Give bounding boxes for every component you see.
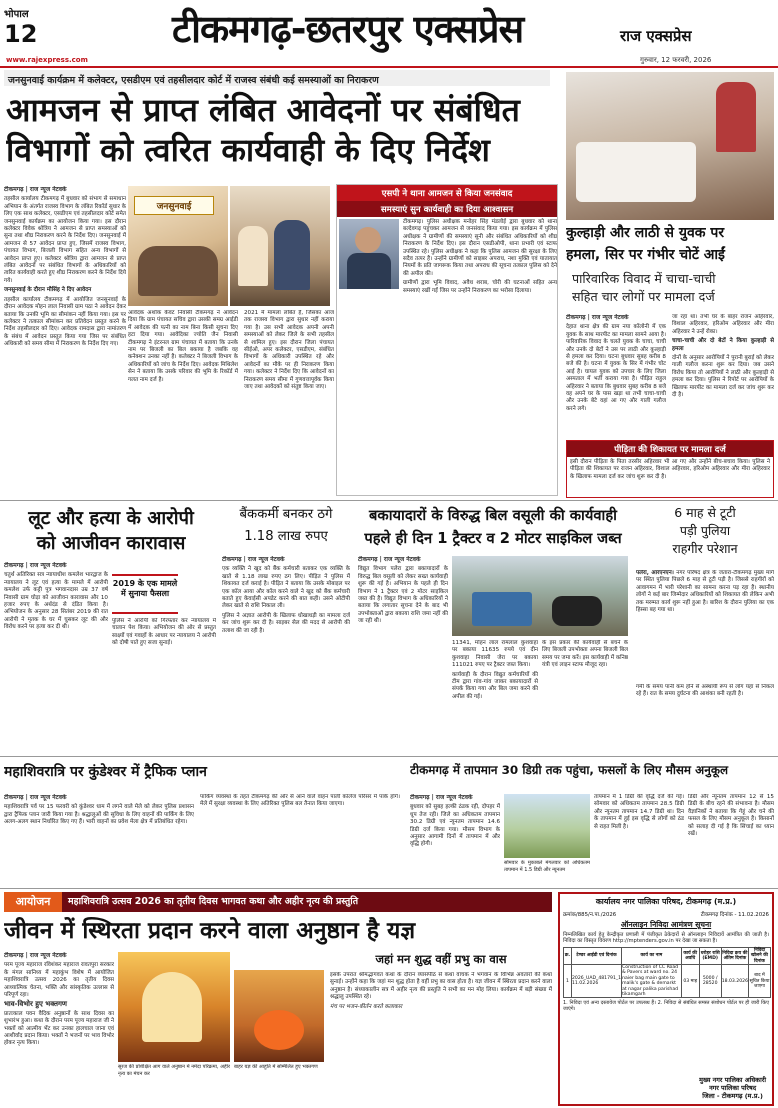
lead-kicker: जनसुनवाई कार्यक्रम में कलेक्टर, एसडीएम एवं तहसीलदार कोर्ट में राजस्व संबंधी कई समस्याओं का निराकरण [4, 70, 550, 86]
lead-headline: आमजन से प्राप्त लंबित आवेदनों पर संबंधित विभागों को त्वरित कार्यवाही के दिए निर्देश [6, 91, 520, 169]
yagya-photo-2 [234, 970, 324, 1062]
bridge-body-col2: गर्मी के समय पानी कम होने से अस्थायी रूप से लोग यहां से निकल रहे हैं। रात के समय दुर्घटना की आशंका बनी रहती है। [636, 684, 774, 698]
tender-office: कार्यालय नगर पालिका परिषद, टीकमगढ़ (म.प्र.) [595, 897, 737, 906]
table-row: 1 2026_UAD_481791_1 11.02.2026 Construction of CC Road & Pavers at ward no. 24 naier bag main gate to malik's gate & demarkt at nagar palika parishad tikamgarh 03 माह 5000 / 28520 18.03.2026 बाद में सूचित किया जाएगा [564, 965, 771, 998]
tender-col-1: टेण्डर आईडी एवं दिनांक [572, 947, 622, 964]
tender-col-3: कार्य की अवधि [681, 947, 699, 964]
yagya-photo-1 [118, 952, 230, 1062]
lead-body-col1: टीकमगढ़ | राज न्यूज नेटवर्क तहसील कार्यालय टीकमगढ़ में बुधवार को संभाग से समाधान अभियान के अंतर्गत राजस्व विभाग के लंबित रिकॉर्ड सुधार के लिए एक साथ कलेक्टर, एसडीएम एवं तहसीलदार कोर्ट समेत जनसुनवाई कार्यक्रम का आयोजन किया गया। इस दौरान कलेक्टर विवेक श्रोत्रिय ने आमजन से प्राप्त समस्याओं को सुना तथा शीघ्र निराकरण करने के निर्देश दिए। जनसुनवाई में आमजन से 57 आवेदन प्राप्त हुए, जिसमें राजस्व विभाग, पंचायत विभाग, बिजली विभाग सहित अन्य विभागों से आवेदन प्राप्त हुए। कलेक्टर श्रोत्रिय द्वारा आमजन से प्राप्त लंबित आवेदनों पर संबंधित विभागों के अधिकारियों को त्वरित कार्यवाही करते हुए शीघ्र निराकरण करने के निर्देश दिये गये। जनसुनवाई के दौरान मौसिंह ने दिए आवेदन तहसील कार्यालय टीकमगढ़ में आयोजित जनसुनवाई के दौरान आवेदक मोहन लाल निवासी ग्राम पठा ने आवेदन देकर बताया कि उनकी भूमि का सीमांकन नहीं किया गया। इस पर कलेक्टर ने तत्काल सीमांकन कर प्रतिवेदन प्रस्तुत करने के निर्देश तहसीलदार को दिए। आवेदक रामदास द्वारा नामांतरण के संबंध में आवेदन प्रस्तुत किया गया जिस पर संबंधित अधिकारी को समय सीमा में निराकरण के निर्देश दिए गए। [4, 186, 126, 348]
tender-table-header [564, 947, 771, 964]
shiv-body-col1: टीकमगढ़ | राज न्यूज नेटवर्क महाशिवरात्रि पर्व पर 15 फरवरी को कुंडेश्वर धाम में लगने वाले मेले को लेकर पुलिस प्रशासन द्वारा ट्रैफिक प्लान जारी किया गया है। श्रद्धालुओं की सुविधा के लिए वाहनों की पार्किंग के लिए अलग-अलग स्थान निर्धारित किए गए हैं। भारी वाहनों का प्रवेश मेला क्षेत्र में प्रतिबंधित रहेगा। [4, 794, 194, 826]
bank-headline: बैंककर्मी बनकर ठगे 1.18 लाख रुपए [239, 507, 333, 544]
lead-photo-1 [128, 186, 228, 306]
brand-name: राज एक्सप्रेस [620, 27, 692, 45]
tender-col-5: निविदा क्रय की अंतिम दिनांक [721, 947, 748, 964]
sp-photo [339, 219, 399, 289]
assault-body-col1: टीकमगढ़ | राज न्यूज नेटवर्क देहात थाना क्षेत्र की ग्राम नया कॉलोनी में एक युवक के साथ मारपीट का मामला सामने आया है। पारिवारिक विवाद के चलते युवक के चाचा, चाची और उनके दो बेटों ने उस पर लाठी और कुल्हाड़ी से हमला कर दिया। घटना बुधवार सुबह करीब 8 बजे की है। घटना में युवक के सिर में गंभीर चोट आई है। घायल युवक को उपचार के लिए जिला अस्पताल में भर्ती कराया गया है। पीड़ित राहुल अहिरवार ने बताया कि बुधवार सुबह करीब 8 बजे वह अपने घर के पास खड़ा था तभी चाचा-चाची और उनके बेटे वहां आ गए और गाली गलौज करने लगे। [566, 314, 666, 412]
page-number: 12 [4, 20, 38, 48]
assault-subhead: पारिवारिक विवाद में चाचा-चाची सहित चार लोगों पर मामला दर्ज [572, 271, 716, 304]
tender-title: ऑनलाइन निविदा आमंत्रण सूचना [620, 920, 712, 929]
tender-col-0: क्र. [564, 947, 572, 964]
lead-photo-2 [230, 186, 330, 306]
tender-col-6: निविदा खोलने की दिनांक [749, 947, 771, 964]
banner-jansunvai: जनसुनवाई [134, 196, 214, 215]
yagya-body-col1: टीकमगढ़ | राज न्यूज नेटवर्क परम पूज्य महाराज रविशंकर महाराज रावतपुरा सरकार के मंगल सानिध्य में महाकुंभ विशेष में आयोजित महाशिवरात्रि उत्सव 2026 का तृतीय दिवस आध्यात्मिक चेतना, भक्ति और सांस्कृतिक उल्लास से परिपूर्ण रहा। भाव-विभोर हुए भक्तगण प्रातःकाल पवन वैदिक अनुष्ठानों के साथ दिवस का शुभारंभ हुआ। कथा के दौरान परम पूज्य महाराज जी ने भक्तों को आत्मीय भेंट कर उनका हालचाल जाना एवं आशीर्वाद प्रदान किया। भक्तों ने भजनों पर भाव विभोर होकर नृत्य किया। [4, 952, 114, 1047]
electricity-body-col3: के इस प्रकार की कार्यवाही से बचने के लिए बिजली उपभोक्ता अपना बिजली बिल समय पर जमा करें। इस कार्यवाही में कनिष्ठ यंत्री एवं लाइन स्टाफ मौजूद रहा। [542, 640, 628, 669]
page-title: टीकमगढ़-छतरपुर एक्सप्रेस [172, 7, 524, 51]
lead-body-col2: आवेदक अशोक केवट निवासी टीकमगढ़ ने आवेदन दिया कि ग्राम पंचायत सचिव द्वारा उसकी समग्र आईडी में आवेदक की पत्नी का नाम बिना किसी सूचना दिए हटा दिया गया। आवेदिका ज्योति जैन निवासी टीकमगढ़ ने इंटरनल ग्राम पंचायत में बताया कि उनके नाम पर बिजली का बिल बकाया है जबकि वह कनेक्शन उनका नहीं है। कलेक्टर ने बिजली विभाग के अधिकारियों को जांच के निर्देश दिए। आवेदक मिथिलेश सेन ने बताया कि उसके परिवार की भूमि के रिकॉर्ड में गलत नाम दर्ज है। [128, 310, 238, 383]
sp-headline: समस्याएं सुन कार्यवाही का दिया आश्वासन [337, 201, 557, 217]
sp-box [336, 184, 558, 496]
electricity-headline: बकायादारों के विरुद्ध बिल वसूली की कार्यवाही पहले ही दिन 1 ट्रैक्टर व 2 मोटर साइकिल जब्त [364, 507, 622, 547]
website-link[interactable]: www.rajexpress.com [6, 56, 88, 64]
weather-photo [504, 794, 590, 858]
tender-intro: निम्नलिखित कार्य हेतु केन्द्रीकृत प्रणाली में पंजीकृत ठेकेदारों से ऑनलाइन निविदायें आमंत्रित की जाती है। निविदा का विस्तृत विवरण http://mptenders.gov.in पर देखा जा सकता है। [563, 932, 769, 945]
complaint-box-head: पीड़िता की शिकायत पर मामला दर्ज [567, 441, 773, 457]
murder-box: 2019 के एक मामले में सुनाया फैसला [112, 574, 178, 614]
yagya-body-col3: इसके उपरांत श्रीमद्भागवत कथा के दौरान व्यासपीठ से कथा वाचक ने भगवान के विभिन्न अवतारों की कथा सुनाई। उन्होंने कहा कि जहां मन शुद्ध होता है वहीं प्रभु का वास होता है। यज्ञ जीवन में स्थिरता प्रदान करने वाला अनुष्ठान है। संध्याकालीन सत्र में अहीर नृत्य की प्रस्तुति ने सभी का मन मोह लिया। कार्यक्रम में बड़ी संख्या में श्रद्धालु उपस्थित रहे। मंच पर भजन-कीर्तन करते कलाकार [330, 972, 552, 1010]
lead-body-col3: 2021 में मामला लंबित है, जिसका आज तक राजस्व विभाग द्वारा सुधार नहीं कराया गया है। उस सभी आवेदक अपनी अपनी समस्याओं को लेकर जिले के सभी तहसील से शामिल हुए। इस दौरान जिला पंचायत सीईओ, अपर कलेक्टर, एसडीएम, संबंधित विभागों के अधिकारी उपस्थित रहे और आवेदनों का मौके पर ही निराकरण किया गया। कलेक्टर ने निर्देश दिए कि आवेदनों का निराकरण समय सीमा में गुणवत्तापूर्वक किया जाए तथा आवेदकों को संतुष्ट किया जाए। [244, 310, 334, 391]
tender-col-4: धरोहर राशि (EMD) [699, 947, 721, 964]
murder-body-col1: टीकमगढ़ | राज न्यूज नेटवर्क चतुर्थ अतिरिक्त सत्र न्यायाधीश कमलेश भारद्वाज के न्यायालय ने लूट एवं हत्या के मामले में आरोपी कमलेश उर्फ कट्टी पुत्र भगवानदास उम्र 37 वर्ष निवासी ग्राम घोड़ा को आजीवन कारावास और 10 हजार रुपए के अर्थदंड से दंडित किया है। अभियोजन के अनुसार 28 सितंबर 2019 की रात आरोपी ने मृतक के घर में घुसकर लूट की और विरोध करने पर हत्या कर दी थी। [4, 562, 108, 631]
weather-body-col1: टीकमगढ़ | राज न्यूज नेटवर्क बुधवार को सुबह हल्की ठंडक रही, दोपहर में धूप तेज रही। जिले का अधिकतम तापमान 30.2 डिग्री एवं न्यूनतम तापमान 14.6 डिग्री दर्ज किया गया। मौसम विभाग के अनुसार आगामी दिनों में तापमान में और वृद्धि होगी। [410, 794, 500, 848]
yagya-headline: जीवन में स्थिरता प्रदान करने वाला अनुष्ठान है यज्ञ [4, 918, 416, 944]
weather-headline: टीकमगढ़ में तापमान 30 डिग्री तक पहुंचा, फसलों के लिए मौसम अनुकूल [410, 763, 729, 777]
sp-body: टीकमगढ़। पुलिस अधीक्षक मनोहर सिंह मंडलोई द्वारा बुधवार को थाना बल्देवगढ़ पहुंचकर आमजन से जनसंवाद किया गया। इस कार्यक्रम में पुलिस अधीक्षक ने ग्रामीणों की समस्याएं सुनी और संबंधित अधिकारियों को शीघ्र निराकरण के निर्देश दिए। इस दौरान एसडीओपी, थाना प्रभारी एवं स्टाफ उपस्थित रहे। पुलिस अधीक्षक ने कहा कि पुलिस आमजन की सुरक्षा के लिए सदैव तत्पर है। उन्होंने ग्रामीणों को साइबर अपराध, नशा मुक्ति एवं यातायात नियमों के प्रति जागरूक किया तथा अपराध की सूचना तत्काल पुलिस को देने की अपील की। ग्रामीणों द्वारा भूमि विवाद, अवैध शराब, चोरी की घटनाओं सहित अन्य समस्याएं रखीं गईं जिस पर उन्होंने निराकरण का भरोसा दिलाया। [403, 219, 557, 294]
tender-col-2: कार्य का नाम [622, 947, 682, 964]
tender-signature: मुख्य नगर पालिका अधिकारी नगर पालिका परिषद जिला - टीकमगढ़ (म.प्र.) [699, 1076, 766, 1100]
masthead-divider [0, 66, 778, 68]
murder-body-col2: पुलिस ने आरोपी को गिरफ्तार कर न्यायालय में चालान पेश किया। अभियोजन की ओर से प्रस्तुत साक्ष्यों एवं गवाहों के आधार पर न्यायालय ने आरोपी को दोषी पाते हुए सजा सुनाई। [112, 618, 216, 647]
complaint-box: पीड़िता की शिकायत पर मामला दर्ज इसी दौरान पीड़िता के पिता तरसीर अहिरवार भी आ गए और उन्होंने बीच-बचाव किया। पुलिस ने पीड़िता की शिकायत पर राजन अहिरवार, विशाल अहिरवार, हरिओम अहिरवार और मीरा अहिरवार के खिलाफ मामला दर्ज कर जांच शुरू कर दी है। [566, 440, 774, 498]
tender-note: 1. निविदा एवं अन्य दस्तावेज पोर्टल पर उपलब्ध हैं। 2. निविदा से संबंधित समस्त संशोधन पोर्टल पर ही जारी किए जाएंगे। [563, 1000, 769, 1013]
section-divider-1 [0, 500, 778, 501]
shiv-headline: महाशिवरात्रि पर कुंडेश्वर में ट्रैफिक प्लान [4, 764, 207, 780]
electricity-body-col1: टीकमगढ़ | राज न्यूज नेटवर्क विद्युत विभाग पलेरा द्वारा बकायादारों के विरुद्ध बिल वसूली को लेकर सख्त कार्यवाही शुरू की गई है। अभियान के पहले ही दिन विभाग ने 1 ट्रैक्टर एवं 2 मोटर साइकिल जब्त की है। विद्युत विभाग के अधिकारियों ने बताया कि लगातार सूचना देने के बाद भी उपभोक्ताओं द्वारा बकाया राशि जमा नहीं की जा रही थी। [358, 556, 448, 625]
assault-photo [566, 72, 774, 220]
city-label: भोपाल [4, 9, 29, 20]
bridge-headline: 6 माह से टूटी पड़ी पुलिया राहगीर परेशान [672, 505, 738, 556]
electricity-body-col2: 11341, मोहन लाल रामलाल कुशवाहा पर बकाया 11635 रुपये एवं दीन कुशवाहा निवासी जेरा पर बकाया 111021 रुपए पर ट्रैक्टर जब्त किया। कार्यवाही के दौरान विद्युत कर्मचारियों की टीम द्वारा गांव-गांव जाकर बकायादारों से संपर्क किया गया और बिल जमा करने की अपील की गई। [452, 640, 538, 700]
tender-notice [558, 892, 774, 1106]
yagya-kicker: महाशिवरात्रि उत्सव 2026 का तृतीय दिवस भागवत कथा और अहीर नृत्य की प्रस्तुति [68, 896, 359, 907]
weather-caption: सोमवार के मुकाबले मंगलवार को अधिकतम तापमान में 1.5 डिग्री और न्यूनतम [504, 860, 590, 874]
section-divider-2 [0, 756, 778, 757]
yagya-kicker-bar [4, 892, 552, 912]
sp-kicker: एसपी ने थाना आमजन से किया जनसंवाद [337, 185, 557, 201]
tender-ref: क्रमांक/885/न.पा./2026 [563, 912, 617, 918]
tender-date: टीकमगढ़ दिनांक - 11.02.2026 [700, 912, 769, 918]
assault-headline: कुल्हाड़ी और लाठी से युवक पर हमला, सिर पर गंभीर चोटें आईं [566, 225, 725, 263]
tender-table [563, 947, 771, 999]
electricity-photo [452, 556, 628, 636]
weather-body-col3: डिग्री और न्यूनतम तापमान 12 से 15 डिग्री के बीच रहने की संभावना है। मौसम वैज्ञानिकों ने बताया कि गेहूं और चने की फसल के लिए मौसम अनुकूल है। किसानों को सलाह दी गई है कि सिंचाई का ध्यान रखें। [688, 794, 774, 838]
section-divider-3 [0, 888, 778, 889]
issue-date: गुरुवार, 12 फरवरी, 2026 [640, 56, 712, 64]
murder-headline: लूट और हत्या के आरोपी को आजीवन कारावास [28, 508, 194, 554]
yagya-caption-1: सूरज की प्रशिक्षित आग वाले अनुष्ठान में नर्मदा परिक्रमा, अहीर नृत्य का मंचन कर [118, 1064, 230, 1078]
shiv-body-col2: पार्किंग व्यवस्था के तहत टीकमगढ़ की ओर से आने वाले वाहन पाली कॉलेज परिसर में पार्क होंगे। मेले में सुरक्षा व्यवस्था के लिए अतिरिक्त पुलिस बल तैनात किया जाएगा। [200, 794, 400, 808]
bridge-body-col1: पलेरा, आरएनएन। नगर परिषद क्षेत्र के जतारा-टीकमगढ़ मुख्य मार्ग पर स्थित पुलिया पिछले 6 माह से टूटी पड़ी है। जिससे राहगीरों को आवागमन में भारी परेशानी का सामना करना पड़ रहा है। स्थानीय लोगों ने कई बार जिम्मेदार अधिकारियों को शिकायत की लेकिन अभी तक मरम्मत कार्य शुरू नहीं हुआ है। बारिश के दौरान पुलिया का एक हिस्सा बह गया था। [636, 570, 774, 614]
masthead [0, 0, 778, 66]
yagya-subhead: जहां मन शुद्ध वहीं प्रभु का वास [375, 952, 507, 966]
yagya-label: आयोजन [4, 892, 62, 912]
bank-body: टीकमगढ़ | राज न्यूज नेटवर्क एक व्यक्ति ने खुद को बैंक कर्मचारी बताकर एक व्यक्ति के खाते से 1.18 लाख रुपए ठग लिए। पीड़ित ने पुलिस में शिकायत दर्ज कराई है। पीड़ित ने बताया कि उसके मोबाइल पर एक कॉल आया और कॉल करने वाले ने खुद को बैंक कर्मचारी बताते हुए केवाईसी अपडेट करने की बात कही। उसने ओटीपी लेकर खाते से राशि निकाल ली। पुलिस ने अज्ञात आरोपी के खिलाफ धोखाधड़ी का मामला दर्ज कर जांच शुरू कर दी है। साइबर सेल की मदद से आरोपी की तलाश की जा रही है। [222, 556, 350, 634]
assault-body-col2: जा रहा था। तभी घर के बाहर राजन अहिरवार, विशाल अहिरवार, हरिओम अहिरवार और मीरा अहिरवार ने उन्हें रोका। चाचा-चाची और दो बेटों ने किया कुल्हाड़ी से हमला दोनों के अनुसार आरोपियों ने पुरानी बुराई को लेकर गाली गलौज करना शुरू कर दिया। जब उसने विरोध किया तो आरोपियों ने लाठी और कुल्हाड़ी से हमला कर दिया। पुलिस ने रिपोर्ट पर आरोपियों के खिलाफ मारपीट का मामला दर्ज कर जांच शुरू कर दी है। [672, 314, 774, 399]
weather-body-col2: तापमान में 1 डिग्री की वृद्धि दर्ज की गई। सोमवार को अधिकतम तापमान 28.5 डिग्री और न्यूनतम तापमान 14.7 डिग्री था। दिन के तापमान में हुई इस वृद्धि से लोगों को ठंड से राहत मिली है। [594, 794, 684, 830]
yagya-caption-2: बाहर यज्ञ की आहुति में सम्मिलित हुए भक्तगण [234, 1064, 318, 1070]
